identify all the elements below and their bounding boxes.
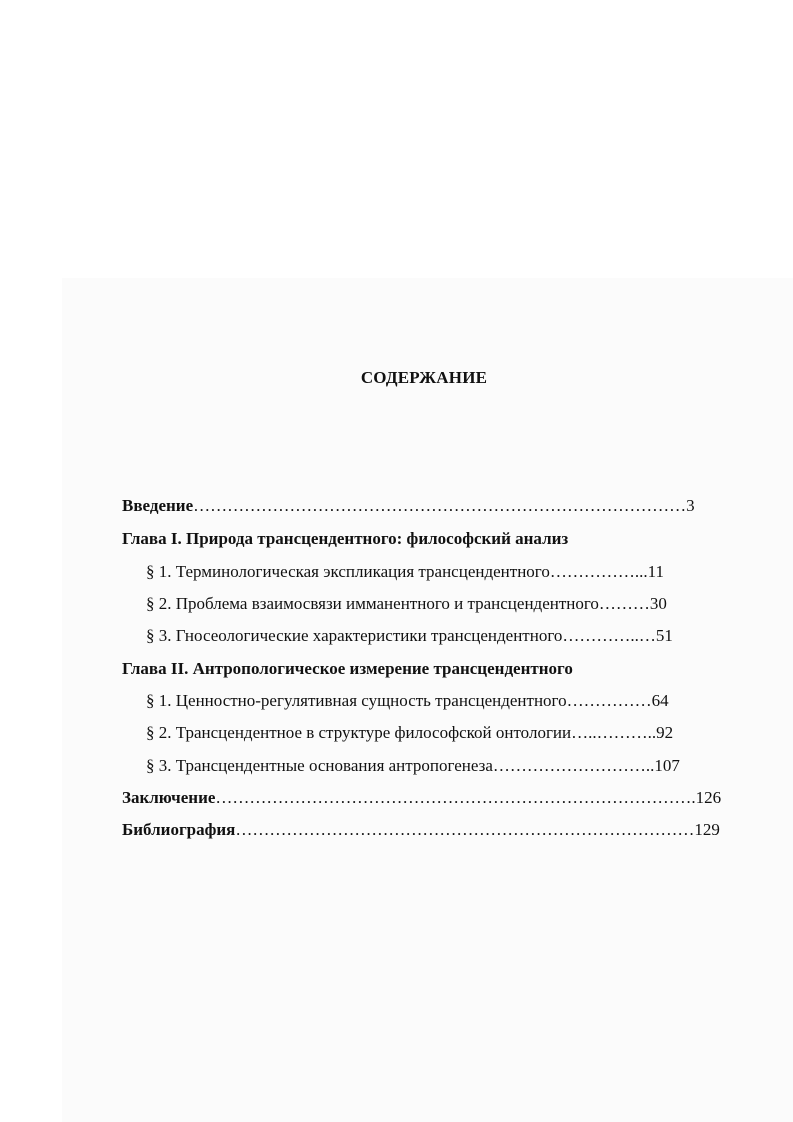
toc-page-number: .126 [691,788,722,807]
toc-page-number: ..11 [639,562,664,581]
toc-entry-label: § 2. Трансцендентное в структуре философской онтологии [146,723,572,742]
page-title: СОДЕРЖАНИЕ [360,368,488,387]
toc-section-2-1 [146,689,669,713]
toc-page-number: 30 [649,594,667,613]
toc-page-number: 129 [694,820,720,839]
toc-entry-label: § 3. Трансцендентные основания антропогенеза [146,756,493,775]
toc-entry-conclusion [122,786,721,810]
toc-entry-label: § 1. Ценностно-регулятивная сущность трансцендентного [146,691,567,710]
toc-entry-label: § 2. Проблема взаимосвязи имманентного и трансцендентного [146,594,599,613]
toc-page-number: 64 [651,691,669,710]
toc-leader-dots: ……………………… [492,756,646,775]
toc-entry-label: Введение [122,496,194,515]
toc-section-2-3 [146,754,680,778]
toc-leader-dots: ………………………………………………………………………… [215,788,692,807]
toc-leader-dots: ……… [598,594,650,613]
toc-leader-dots: …………..… [562,626,656,645]
toc-leader-dots: …..……… [571,723,648,742]
toc-entry-label: Библиография [122,820,236,839]
toc-page-number: 51 [655,626,673,645]
toc-section-1-1 [146,560,664,584]
toc-section-1-3 [146,624,673,648]
toc-entry-label: Заключение [122,788,216,807]
toc-page-number: 3 [686,496,695,515]
toc-leader-dots: …………… [566,691,652,710]
toc-entry-label: § 3. Гносеологические характеристики трансцендентного [146,626,563,645]
toc-page-number: ..107 [645,756,680,775]
toc-entry-label: Глава I. Природа трансцендентного: философский анализ [122,529,569,548]
toc-leader-dots: …………………………………………………………………………… [193,496,687,515]
toc-section-2-2 [146,721,673,745]
toc-entry-label: Глава II. Антропологическое измерение трансцендентного [122,659,573,678]
toc-entry-introduction [122,494,695,518]
toc-chapter-1 [122,527,568,551]
toc-leader-dots: ……………. [549,562,640,581]
toc-page-number: ..92 [647,723,674,742]
toc-entry-label: § 1. Терминологическая экспликация трансцендентного [146,562,550,581]
toc-entry-bibliography [122,818,720,842]
toc-leader-dots: ……………………………………………………………………… [235,820,695,839]
toc-chapter-2 [122,657,573,681]
toc-section-1-2 [146,592,667,616]
